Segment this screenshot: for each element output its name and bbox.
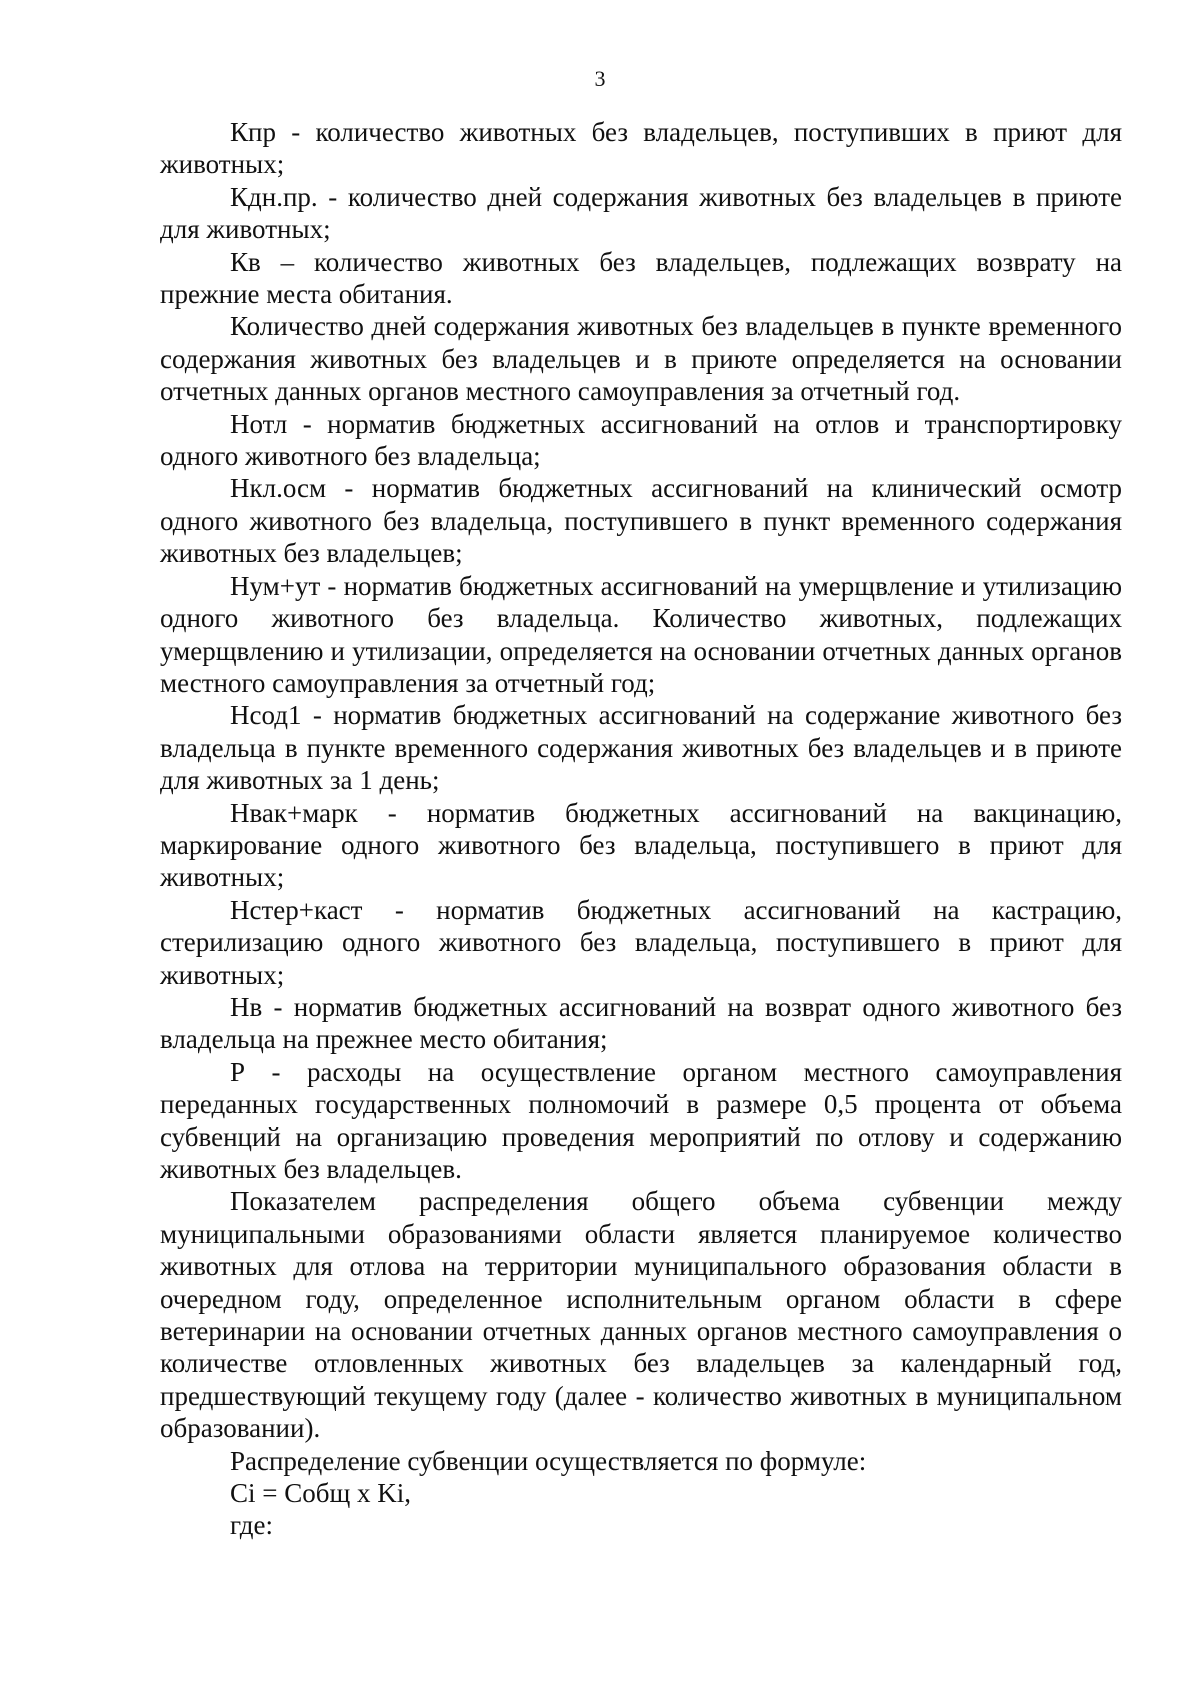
paragraph-distribution-indicator: Показателем распределения общего объема субвенции между муниципальными образованиями области является планируемое количество животных для отлова на территории муниципального образования области в очередном году, определенное исполнительным органом области в сфере ветеринарии на основании отчетных данных органов местного самоуправления о количестве отловленных животных без владельцев за календарный год, предшествующий текущему году (далее - количество животных в муниципальном образовании). (160, 1186, 1122, 1444)
definition-nster-kast: Нстер+каст - норматив бюджетных ассигнований на кастрацию, стерилизацию одного животного без владельца, поступившего в приют для животных; (160, 894, 1122, 990)
page-number: 3 (594, 66, 606, 91)
formula-where: где: (230, 1510, 273, 1541)
definition-nvak-mark: Нвак+марк - норматив бюджетных ассигнований на вакцинацию, маркирование одного животного без владельца, поступившего в приют для животных; (160, 797, 1122, 893)
paragraph-formula-intro: Распределение субвенции осуществляется по формуле: (230, 1445, 867, 1476)
definition-nsod1: Нсод1 - норматив бюджетных ассигнований на содержание животного без владельца в пункте временного содержания животных без владельцев и в приюте для животных за 1 день; (160, 700, 1122, 796)
definition-nkl-osm: Нкл.осм - норматив бюджетных ассигнований на клинический осмотр одного животного без владельца, поступившего в пункт временного содержания животных без владельцев; (160, 473, 1122, 569)
definition-num-ut: Нум+ут - норматив бюджетных ассигнований на умерщвление и утилизацию одного животного без владельца. Количество животных, подлежащих умерщвлению и утилизации, определяется на основании отчетных данных органов местного самоуправления за отчетный год; (160, 570, 1122, 698)
definition-kv: Кв – количество животных без владельцев, подлежащих возврату на прежние места обитания. (160, 246, 1122, 310)
definition-notl: Нотл - норматив бюджетных ассигнований на отлов и транспортировку одного животного без владельца; (160, 408, 1122, 472)
definition-kpr: Кпр - количество животных без владельцев, поступивших в приют для животных; (160, 117, 1122, 180)
definition-kdn-pr: Кдн.пр. - количество дней содержания животных без владельцев в приюте для животных; (160, 181, 1122, 245)
document-body (160, 116, 1122, 1542)
definition-r: Р - расходы на осуществление органом местного самоуправления переданных государственных полномочий в размере 0,5 процента от объема субвенций на организацию проведения мероприятий по отлову и содержанию животных без владельцев. (160, 1056, 1122, 1184)
formula: Ci = Собщ x Ki, (230, 1478, 412, 1509)
paragraph-days-count: Количество дней содержания животных без владельцев в пункте временного содержания животных без владельцев и в приюте определяется на основании отчетных данных органов местного самоуправления за отчетный год. (160, 311, 1122, 407)
definition-nv: Нв - норматив бюджетных ассигнований на возврат одного животного без владельца на прежнее место обитания; (160, 991, 1122, 1055)
